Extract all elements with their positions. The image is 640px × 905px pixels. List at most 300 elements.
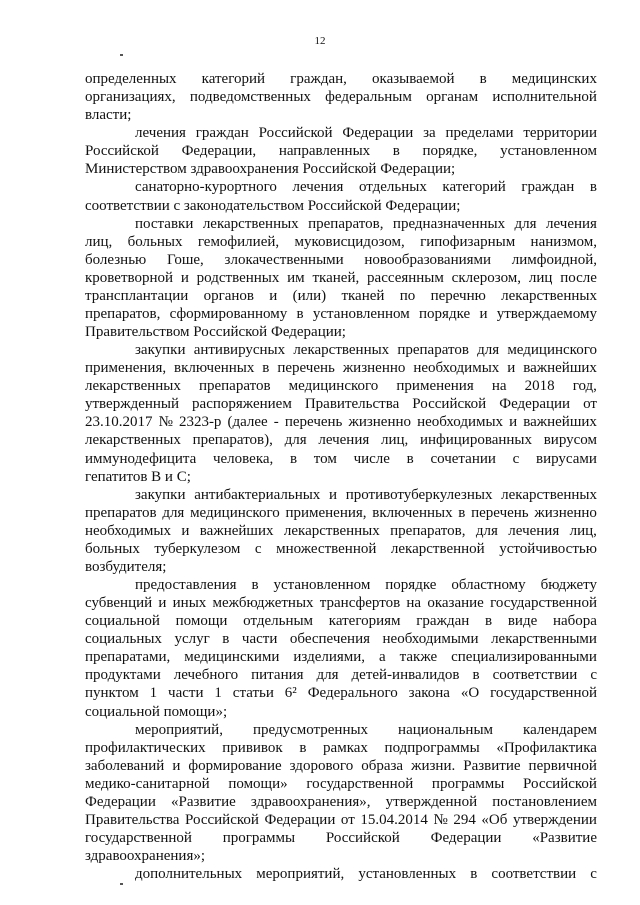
- word: предназначенных: [392, 215, 506, 232]
- text-line: [85, 270, 597, 286]
- word: человека,: [212, 450, 274, 467]
- word: год,: [572, 378, 597, 395]
- word: 294: [453, 811, 476, 828]
- word: в: [479, 71, 487, 87]
- word: 2323-р: [178, 414, 222, 431]
- word: перечню: [430, 287, 486, 304]
- text-line: [135, 722, 597, 738]
- word: лиц,: [569, 522, 597, 539]
- text-line: [85, 541, 597, 557]
- text-line: Правительством Российской Федерации;: [85, 324, 346, 340]
- text-line: [135, 866, 597, 882]
- word: муковисцидозом,: [294, 233, 405, 250]
- word: мероприятий,: [135, 721, 223, 738]
- text-line: [85, 234, 597, 250]
- text-line: [85, 288, 597, 304]
- word: обеспечения: [289, 631, 370, 648]
- word: больных: [85, 540, 140, 557]
- word: 15.04.2014: [360, 811, 428, 828]
- word: отдельных: [358, 179, 427, 196]
- word: для: [514, 215, 537, 232]
- word: антибактериальных: [194, 486, 321, 503]
- word: бюджету: [540, 577, 597, 593]
- word: направленных: [278, 143, 371, 160]
- word: перечень: [277, 360, 335, 377]
- word: включенных: [174, 360, 255, 377]
- text-line: здравоохранения»;: [85, 848, 206, 864]
- word: Федерации: [430, 829, 502, 846]
- word: в: [485, 613, 493, 630]
- word: в: [262, 360, 270, 377]
- word: антивирусных: [193, 342, 286, 359]
- word: препаратов: [85, 504, 157, 521]
- word: 1: [149, 685, 158, 702]
- word: государственной: [490, 595, 597, 611]
- text-line: [85, 740, 597, 756]
- word: и: [180, 269, 189, 286]
- word: формирование: [188, 757, 282, 774]
- word: тканей: [341, 287, 385, 304]
- word: «Об: [481, 811, 508, 828]
- word: медицинского: [190, 504, 280, 521]
- word: также: [399, 649, 438, 666]
- word: перечень: [471, 504, 529, 521]
- word: граждан: [521, 179, 575, 196]
- word: отдельным: [243, 613, 314, 630]
- text-line: [85, 414, 597, 430]
- word: с: [590, 667, 597, 684]
- text-line: [85, 631, 597, 647]
- word: порядке: [419, 305, 471, 322]
- word: «Профилактика: [496, 739, 597, 756]
- word: в: [589, 179, 597, 196]
- word: детей-инвалидов: [351, 667, 460, 684]
- word: лиц,: [85, 233, 113, 250]
- word: необходимыми: [382, 631, 479, 648]
- word: заболеваний: [85, 757, 165, 774]
- word: подведомственных: [189, 89, 311, 106]
- word: жизненно: [342, 360, 406, 377]
- word: от: [583, 396, 597, 413]
- word: подпрограммы: [384, 739, 480, 756]
- word: установленном: [312, 305, 410, 322]
- text-line: [135, 342, 597, 358]
- word: социальных: [85, 631, 162, 648]
- word: (далее: [227, 414, 268, 431]
- word: лекарственных: [85, 378, 181, 395]
- text-line: [85, 71, 597, 87]
- word: лекарственных: [501, 287, 597, 304]
- word: граждан: [195, 125, 249, 142]
- word: санаторно-курортного: [135, 179, 277, 196]
- word: медико-санитарной: [85, 775, 210, 792]
- word: Федерации: [499, 396, 571, 413]
- word: сформированному: [169, 305, 288, 322]
- word: поставки: [135, 215, 194, 232]
- word: здравоохранения»,: [250, 793, 371, 810]
- word: оказание: [427, 595, 484, 611]
- text-line: социальной помощи»;: [85, 703, 228, 720]
- word: гемофилией,: [197, 233, 280, 250]
- word: 6²: [284, 685, 297, 702]
- word: категориям: [328, 613, 401, 630]
- word: с: [512, 450, 520, 467]
- word: лечебного: [173, 667, 239, 684]
- word: Федерации: [342, 125, 414, 142]
- word: закона: [408, 685, 450, 702]
- word: Федерации: [85, 793, 156, 810]
- word: рамках: [323, 739, 368, 756]
- text-line: [85, 649, 597, 665]
- word: и: [158, 595, 167, 611]
- word: набора: [552, 613, 597, 630]
- word: для: [284, 432, 307, 449]
- word: в: [458, 504, 466, 521]
- word: а: [379, 649, 386, 666]
- word: медицинского: [288, 378, 379, 395]
- word: «Развитие: [532, 829, 597, 846]
- word: прививок: [222, 739, 283, 756]
- word: постановлением: [492, 793, 597, 810]
- word: порядке,: [422, 143, 478, 160]
- word: применения,: [85, 360, 167, 377]
- word: и: [172, 757, 181, 774]
- word: жизненно: [348, 414, 412, 431]
- text-line: Министерством здравоохранения Российской Федерации;: [85, 161, 456, 178]
- word: в: [470, 866, 478, 883]
- word: порядке: [385, 577, 437, 593]
- word: лечения: [318, 432, 370, 449]
- word: включенных: [372, 504, 453, 521]
- word: предусмотренных: [252, 721, 369, 738]
- word: Правительства: [85, 811, 180, 828]
- word: граждан,: [290, 71, 347, 87]
- word: социальной: [85, 613, 160, 630]
- word: соответствии: [492, 667, 578, 684]
- text-line: власти;: [85, 107, 132, 124]
- word: том: [313, 450, 337, 467]
- word: необходимых: [85, 522, 171, 539]
- word: числе: [353, 450, 390, 467]
- word: Российской: [184, 811, 259, 828]
- word: рассеянным: [367, 269, 444, 286]
- word: и: [509, 414, 518, 431]
- page-number: 12: [314, 35, 326, 47]
- word: и: [269, 287, 278, 304]
- text-line: [85, 306, 597, 322]
- word: пунктом: [85, 685, 139, 702]
- word: важнейших: [523, 360, 597, 377]
- margin-mark-bottom: [120, 883, 123, 885]
- word: необходимых: [417, 414, 504, 431]
- word: для: [475, 522, 498, 539]
- word: препаратов,: [390, 522, 466, 539]
- text-line: [85, 667, 597, 683]
- word: и: [329, 486, 338, 503]
- word: органам: [426, 89, 479, 106]
- word: «Развитие: [170, 793, 236, 810]
- word: профилактических: [85, 739, 206, 756]
- word: мероприятий,: [256, 866, 345, 883]
- text-line: [85, 613, 597, 629]
- word: применения,: [285, 504, 367, 521]
- margin-mark-top: [120, 54, 123, 56]
- word: больных: [127, 233, 183, 250]
- word: областному: [451, 577, 526, 593]
- word: питания: [251, 667, 304, 684]
- word: лиц,: [380, 432, 409, 449]
- word: и: [181, 522, 190, 539]
- word: помощи: [175, 613, 228, 630]
- word: соответствии: [491, 866, 577, 883]
- word: Федерации: [264, 811, 336, 828]
- text-line: [85, 830, 597, 846]
- word: (или): [292, 287, 327, 304]
- text-line: [85, 378, 597, 394]
- word: применения: [396, 378, 474, 395]
- word: категорий: [201, 71, 266, 87]
- word: лечения: [292, 179, 344, 196]
- word: сочетании: [430, 450, 496, 467]
- word: медицинских: [511, 71, 597, 87]
- word: организациях,: [85, 89, 176, 106]
- word: после: [560, 269, 597, 286]
- word: препаратов: [198, 378, 271, 395]
- word: федеральным: [325, 89, 412, 106]
- word: медицинского: [507, 342, 597, 359]
- word: препаратов,: [85, 305, 161, 322]
- word: нанизмом,: [530, 233, 597, 250]
- word: Федерального: [307, 685, 398, 702]
- word: государственной: [490, 685, 597, 702]
- word: дополнительных: [135, 866, 243, 883]
- word: лимфоидной,: [511, 251, 597, 268]
- text-line: [85, 143, 597, 159]
- word: родственных: [196, 269, 280, 286]
- word: тканей,: [312, 269, 360, 286]
- word: статьи: [232, 685, 274, 702]
- word: важнейших: [199, 522, 274, 539]
- word: лиц: [528, 269, 553, 286]
- word: злокачественными: [224, 251, 344, 268]
- text-line: [85, 523, 597, 539]
- word: лекарственных: [293, 342, 390, 359]
- word: по: [399, 287, 416, 304]
- word: лекарственными: [491, 631, 597, 648]
- word: в: [392, 143, 400, 160]
- word: помощи»: [228, 775, 288, 792]
- word: лечения: [508, 522, 560, 539]
- word: территории: [523, 125, 597, 142]
- text-line: [85, 595, 597, 611]
- text-line: [135, 125, 597, 141]
- word: органов: [203, 287, 254, 304]
- text-line: [135, 179, 597, 195]
- word: Гоше,: [167, 251, 204, 268]
- word: на: [406, 595, 422, 611]
- text-line: [135, 487, 597, 503]
- word: Российской: [523, 775, 597, 792]
- text-line: [135, 577, 597, 593]
- word: от: [340, 811, 355, 828]
- word: и: [479, 305, 488, 322]
- word: специализированными: [451, 649, 597, 666]
- word: лечения: [546, 215, 597, 232]
- word: изделиями,: [293, 649, 366, 666]
- word: в: [290, 450, 298, 467]
- word: множественной: [276, 540, 377, 557]
- word: противотуберкулезных: [345, 486, 493, 503]
- word: необходимых: [413, 360, 500, 377]
- word: болезнью: [85, 251, 147, 268]
- word: лекарственных: [85, 432, 181, 449]
- word: лекарственной: [390, 540, 485, 557]
- word: «О: [460, 685, 480, 702]
- word: утверждаемому: [496, 305, 597, 322]
- text-line: возбудителя;: [85, 558, 167, 575]
- word: -: [273, 414, 279, 431]
- word: 1: [214, 685, 222, 702]
- text-line: [85, 794, 597, 810]
- word: виде: [507, 613, 538, 630]
- word: препаратов),: [192, 432, 273, 449]
- word: Российской: [258, 125, 333, 142]
- text-line: [135, 216, 597, 232]
- word: 23.10.2017: [85, 414, 153, 431]
- word: в: [299, 739, 307, 756]
- word: вирусом: [543, 432, 597, 449]
- word: продуктами: [85, 667, 161, 684]
- word: в: [251, 577, 259, 593]
- word: части: [241, 631, 278, 648]
- word: в: [222, 631, 230, 648]
- word: перечень: [284, 414, 343, 431]
- word: Правительства: [304, 396, 400, 413]
- word: лекарственных: [202, 215, 299, 232]
- word: распоряжением: [192, 396, 292, 413]
- word: здорового: [289, 757, 354, 774]
- word: первичной: [528, 757, 597, 774]
- word: части: [168, 685, 204, 702]
- word: категорий: [442, 179, 506, 196]
- word: жизни.: [411, 757, 456, 774]
- word: с: [254, 540, 262, 557]
- word: трансфертов: [319, 595, 401, 611]
- word: №: [158, 414, 173, 431]
- word: кроветворной: [85, 269, 174, 286]
- word: услуг: [174, 631, 210, 648]
- word: государственной: [85, 829, 192, 846]
- text-line: [85, 685, 597, 701]
- word: в: [472, 667, 480, 684]
- text-line: соответствии с законодательством Российской Федерации;: [85, 197, 461, 214]
- word: важнейших: [523, 414, 597, 431]
- word: Федерации,: [181, 143, 257, 160]
- word: препаратов: [397, 342, 469, 359]
- text-line: [85, 758, 597, 774]
- word: вирусами: [535, 450, 597, 467]
- word: предоставления: [135, 577, 237, 593]
- word: установленном: [500, 143, 597, 160]
- word: гипофизарным: [420, 233, 516, 250]
- word: Российской: [325, 829, 400, 846]
- word: новообразованиями: [364, 251, 492, 268]
- word: склерозом,: [451, 269, 522, 286]
- word: государственной: [306, 775, 414, 792]
- word: программы: [431, 775, 505, 792]
- word: иммунодефицита: [85, 450, 197, 467]
- word: в: [296, 305, 304, 322]
- text-line: [85, 396, 597, 412]
- word: трансплантации: [85, 287, 189, 304]
- word: для: [477, 342, 500, 359]
- word: межбюджетных: [212, 595, 314, 611]
- word: 2018: [524, 378, 555, 395]
- word: исполнительной: [492, 89, 597, 106]
- word: лекарственных: [283, 522, 380, 539]
- word: с: [590, 866, 597, 883]
- word: им: [287, 269, 305, 286]
- text-line: [85, 505, 597, 521]
- text-line: [85, 432, 597, 448]
- word: Российской: [412, 396, 487, 413]
- word: препаратов,: [308, 215, 384, 232]
- word: инфицированных: [419, 432, 532, 449]
- word: туберкулезом: [154, 540, 241, 557]
- word: в: [406, 450, 414, 467]
- word: образа: [361, 757, 404, 774]
- word: утвержденной: [385, 793, 478, 810]
- word: иных: [172, 595, 207, 611]
- word: установленных: [358, 866, 457, 883]
- word: утверждении: [512, 811, 597, 828]
- word: закупки: [135, 486, 186, 503]
- text-line: [85, 89, 597, 105]
- word: препаратами,: [85, 649, 171, 666]
- word: календарем: [523, 721, 597, 738]
- word: для: [316, 667, 339, 684]
- word: устойчивостью: [499, 540, 597, 557]
- word: медицинскими: [184, 649, 280, 666]
- text-line: [85, 451, 597, 467]
- word: национальным: [398, 721, 494, 738]
- word: Развитие: [463, 757, 521, 774]
- word: и: [507, 360, 516, 377]
- word: Российской: [85, 143, 159, 160]
- word: закупки: [135, 342, 186, 359]
- word: программы: [222, 829, 296, 846]
- word: определенных: [85, 71, 177, 87]
- word: для: [162, 504, 185, 521]
- word: установленном: [273, 577, 371, 593]
- text-line: [85, 252, 597, 268]
- word: на: [491, 378, 507, 395]
- text-line: [85, 360, 597, 376]
- word: лечения: [135, 125, 186, 142]
- word: утвержденный: [85, 396, 180, 413]
- word: пределами: [445, 125, 514, 142]
- word: граждан: [416, 613, 470, 630]
- word: оказываемой: [372, 71, 455, 87]
- word: лекарственных: [501, 486, 597, 503]
- word: за: [423, 125, 436, 142]
- text-line: гепатитов B и C;: [85, 468, 191, 485]
- text-line: [85, 812, 597, 828]
- word: №: [433, 811, 448, 828]
- word: субвенций: [85, 595, 153, 611]
- text-line: [85, 776, 597, 792]
- word: жизненно: [534, 504, 597, 521]
